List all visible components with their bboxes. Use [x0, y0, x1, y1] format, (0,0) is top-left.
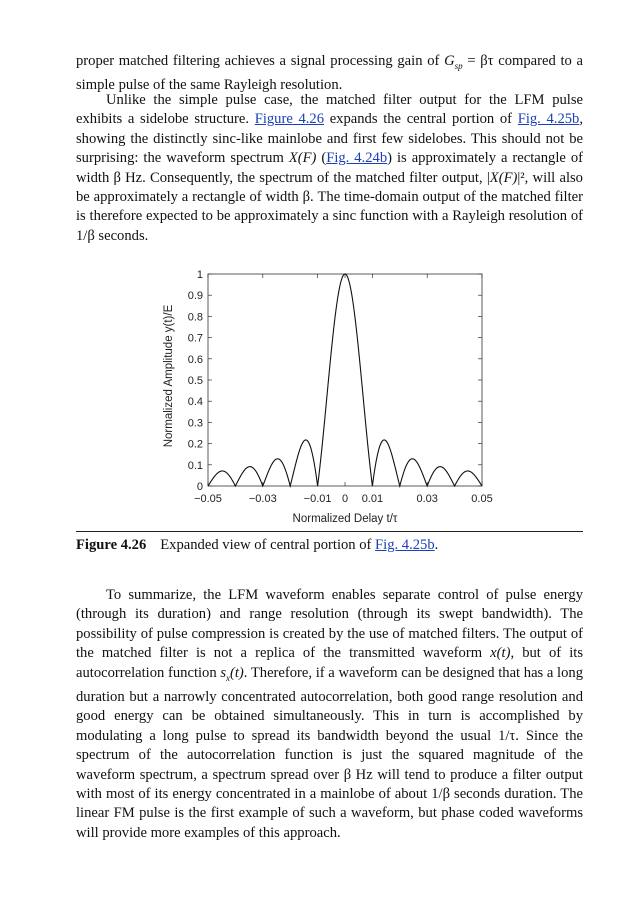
- figure-4-26-link[interactable]: Figure 4.26: [254, 111, 325, 128]
- x-tick-label: −0.03: [248, 493, 277, 505]
- para2-text-5: ) is approximately a rectangle of width β Hz. Consequently, the spectrum of the matched filter output, |: [76, 150, 584, 186]
- para1-text: proper matched filtering achieves a signal processing gain of: [76, 53, 445, 69]
- x-tick-label: 0.01: [361, 493, 384, 505]
- para2-text-1: Unlike the simple pulse case, the matched filter output for the LFM pulse exhibits a sidelobe structure.: [76, 92, 583, 128]
- paragraph-sidelobe: [76, 91, 583, 246]
- para2-text-6: |², will also be approximately a rectangle of width β. The time-domain output of the matched filter is therefore expected to be approximately a sinc function with a Rayleigh resolution of 1/β seconds.: [76, 169, 583, 244]
- y-tick-label: 0.1: [187, 459, 203, 472]
- caption-rule: [76, 531, 583, 532]
- para2-text-3: , showing the distinctly sinc-like mainlobe and first few sidelobes. This should not be surprising: the waveform spectrum: [76, 111, 583, 167]
- gain-symbol: G: [444, 53, 455, 69]
- x-tick-label: 0: [341, 493, 349, 505]
- spectrum-symbol: X(F): [288, 150, 317, 167]
- x-tick-label: 0.03: [416, 493, 438, 505]
- autocorr-arg: (t): [230, 664, 244, 681]
- figure-4-24b-link[interactable]: Fig. 4.24b: [326, 150, 388, 167]
- x-axis-label: Normalized Delay t/τ: [292, 513, 398, 525]
- y-tick-label: 0.6: [187, 353, 203, 366]
- y-tick-label: 0.2: [187, 438, 203, 451]
- y-tick-label: 0: [196, 481, 203, 493]
- para3-text-3: . Therefore, if a waveform can be designed that has a long duration but a narrowly concentrated autocorrelation, both good range resolution and good energy can be obtained simultaneously. This in turn is accomplished by modulating a long pulse to spread its bandwidth beyond the usual 1/τ. Since the spectrum of the autocorrelation function is just the squared magnitude of the waveform spectrum, a spectrum spread over β Hz will tend to produce a filter output with most of its energy concentrated in a mainlobe of about 1/β seconds duration. The linear FM pulse is the first example of such a waveform, but phase coded waveforms will provide more examples of this approach.: [76, 664, 583, 841]
- figure-caption: [76, 536, 583, 555]
- paragraph-intro: [76, 52, 583, 96]
- spectrum-symbol-2: X(F): [489, 169, 518, 186]
- chart-axes: [208, 274, 482, 486]
- chart-ticks: [188, 269, 493, 505]
- y-tick-label: 0.9: [187, 290, 203, 303]
- gain-subscript: sp: [454, 60, 463, 71]
- x-tick-label: 0.05: [471, 493, 493, 505]
- x-tick-label: −0.01: [303, 493, 332, 505]
- para3-text-2: , but of its autocorrelation function: [76, 645, 584, 681]
- para2-text-2: expands the central portion of: [324, 111, 518, 128]
- y-tick-label: 0.8: [187, 311, 203, 324]
- chart-curve: [208, 274, 482, 486]
- series-line: [208, 274, 482, 486]
- y-tick-label: 0.7: [187, 332, 203, 345]
- y-axis-label: Normalized Amplitude y(t)/E: [163, 304, 175, 448]
- y-tick-label: 0.5: [187, 375, 203, 387]
- y-tick-label: 1: [196, 269, 203, 281]
- autocorr-subscript: x: [226, 672, 231, 683]
- paragraph-summary: [76, 586, 583, 843]
- autocorr-symbol: s: [220, 664, 227, 681]
- y-tick-label: 0.4: [187, 396, 203, 409]
- y-tick-label: 0.3: [187, 417, 203, 430]
- caption-label: Figure 4.26: [76, 537, 147, 553]
- para2-text-4: (: [316, 150, 327, 167]
- figure-4-25b-link[interactable]: Fig. 4.25b: [517, 111, 580, 128]
- figure-4-26-chart: [150, 262, 510, 534]
- caption-end: .: [434, 537, 439, 553]
- waveform-symbol: x(t): [490, 645, 511, 662]
- para1-text-end: = βτ compared to a simple pulse of the same Rayleigh resolution.: [76, 53, 583, 94]
- para3-text-1: To summarize, the LFM waveform enables separate control of pulse energy (through its duration) and range resolution (through its swept bandwidth). The possibility of pulse compression is created by the use of matched filters. The output of the matched filter is not a replica of the transmitted waveform: [76, 587, 583, 662]
- x-tick-label: −0.05: [194, 493, 222, 505]
- caption-figure-link[interactable]: Fig. 4.25b: [375, 537, 435, 553]
- plot-frame: [208, 274, 482, 486]
- caption-text: Expanded view of central portion of: [160, 537, 376, 553]
